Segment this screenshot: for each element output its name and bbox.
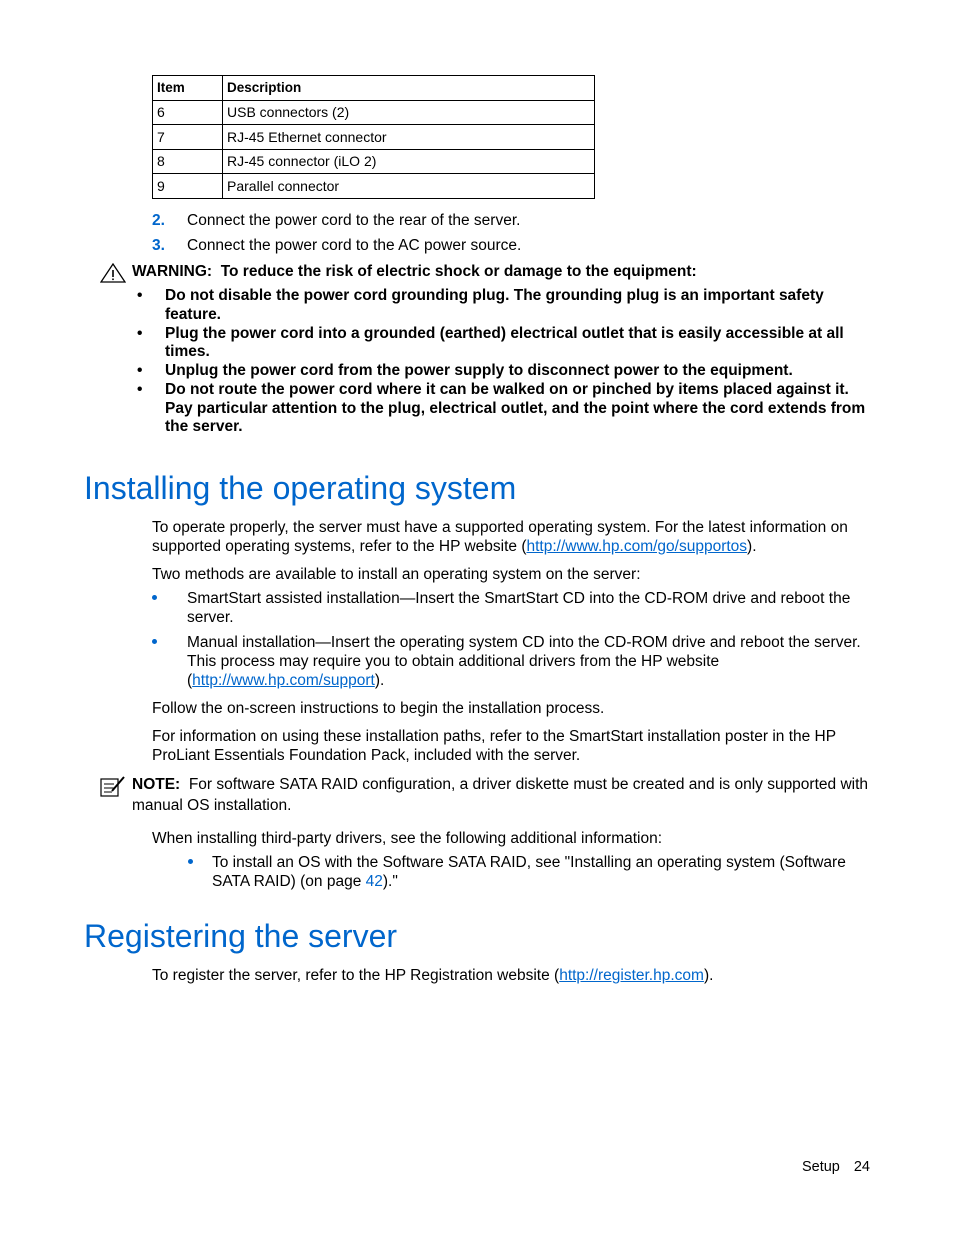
table-cell: 8 bbox=[153, 149, 223, 174]
supportos-link[interactable]: http://www.hp.com/go/supportos bbox=[526, 538, 748, 555]
step-text: Connect the power cord to the rear of the server. bbox=[187, 212, 521, 229]
note-block bbox=[100, 774, 880, 816]
table-cell: USB connectors (2) bbox=[223, 100, 595, 125]
step-list bbox=[152, 211, 521, 261]
register-paragraph: To register the server, refer to the HP Registration website (http://register.hp.com). bbox=[152, 967, 714, 984]
step-item bbox=[152, 236, 521, 261]
warning-block bbox=[100, 263, 880, 437]
connector-table bbox=[152, 75, 595, 199]
table-cell: Parallel connector bbox=[223, 174, 595, 199]
step-number: 3. bbox=[152, 237, 165, 254]
warning-triangle-icon bbox=[100, 263, 126, 283]
note-pencil-icon bbox=[100, 776, 126, 798]
table-cell: 6 bbox=[153, 100, 223, 125]
table-cell: 7 bbox=[153, 125, 223, 150]
os-paragraph-4: For information on using these installation paths, refer to the SmartStart installation poster in the HP ProLiant Essentials Foundation Pack, included with the server. bbox=[152, 728, 836, 764]
warning-header bbox=[100, 263, 880, 287]
page-42-link[interactable]: 42 bbox=[365, 873, 383, 890]
list-item: To install an OS with the Software SATA RAID, see "Installing an operating system (Software SATA RAID) (on page 42)." bbox=[212, 853, 852, 891]
note-paragraph: When installing third-party drivers, see the following additional information: bbox=[152, 830, 663, 847]
warning-item: • Do not route the power cord where it can be walked on or pinched by items placed against it. Pay particular attention to the plug, electrical outlet, and the point where the cord extends from the server. bbox=[137, 381, 866, 435]
warning-label: WARNING: bbox=[132, 263, 213, 280]
support-link[interactable]: http://www.hp.com/support bbox=[192, 672, 375, 689]
note-text: For software SATA RAID configuration, a driver diskette must be created and is only supported with manual OS installation. bbox=[132, 776, 869, 814]
table-header-row bbox=[153, 76, 595, 101]
table-cell: RJ-45 Ethernet connector bbox=[223, 125, 595, 150]
warning-list bbox=[100, 287, 880, 437]
os-paragraph-1: To operate properly, the server must have a supported operating system. For the latest information on supported operating systems, refer to the HP website (http://www.hp.com/go/supportos). bbox=[152, 519, 848, 555]
section-heading-register: Registering the server bbox=[84, 918, 398, 954]
table-cell: RJ-45 connector (iLO 2) bbox=[223, 149, 595, 174]
bullet-icon bbox=[152, 595, 157, 600]
os-paragraph-3: Follow the on-screen instructions to begin the installation process. bbox=[152, 700, 605, 717]
section-heading-os: Installing the operating system bbox=[84, 470, 517, 506]
warning-item: • Plug the power cord into a grounded (earthed) electrical outlet that is easily accessible at all times. bbox=[137, 324, 844, 360]
column-header-description: Description bbox=[223, 76, 595, 101]
page-number: 24 bbox=[853, 1159, 870, 1175]
list-item: SmartStart assisted installation—Insert the SmartStart CD into the CD-ROM drive and reboot the server. bbox=[187, 589, 867, 627]
page-footer bbox=[802, 1159, 870, 1175]
os-paragraph-2: Two methods are available to install an operating system on the server: bbox=[152, 566, 641, 583]
table-row bbox=[153, 149, 595, 174]
table-cell: 9 bbox=[153, 174, 223, 199]
footer-section: Setup bbox=[801, 1159, 840, 1175]
step-item bbox=[152, 211, 521, 236]
table-row bbox=[153, 125, 595, 150]
step-number: 2. bbox=[152, 212, 165, 229]
list-item: Manual installation—Insert the operating system CD into the CD-ROM drive and reboot the server. This process may require you to obtain additional drivers from the HP website (http://www.hp.com/support). bbox=[187, 633, 867, 690]
warning-text: To reduce the risk of electric shock or damage to the equipment: bbox=[220, 263, 697, 280]
step-text: Connect the power cord to the AC power source. bbox=[187, 237, 522, 254]
table-row bbox=[153, 100, 595, 125]
warning-item: • Do not disable the power cord grounding plug. The grounding plug is an important safety feature. bbox=[137, 287, 824, 323]
note-label: NOTE: bbox=[132, 776, 181, 793]
column-header-item: Item bbox=[153, 76, 223, 101]
bullet-icon bbox=[188, 859, 193, 864]
bullet-icon bbox=[152, 639, 157, 644]
register-link[interactable]: http://register.hp.com bbox=[559, 967, 704, 984]
table-row bbox=[153, 174, 595, 199]
warning-item: • Unplug the power cord from the power supply to disconnect power to the equipment. bbox=[137, 362, 793, 379]
